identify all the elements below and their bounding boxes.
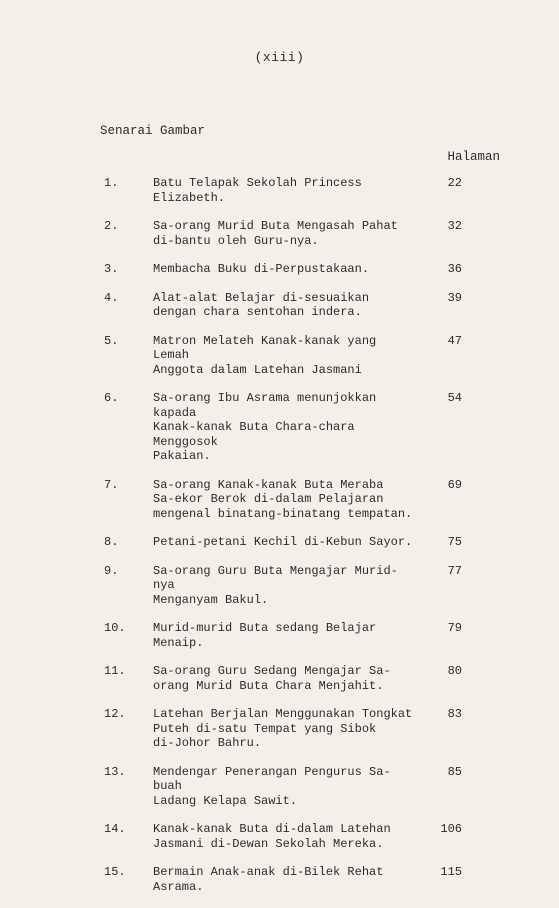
entry-caption: Murid-murid Buta sedang Belajar Menaip. bbox=[153, 621, 377, 650]
entry-page-number: 36 bbox=[447, 262, 462, 276]
list-item bbox=[0, 535, 559, 550]
entry-number: 10. bbox=[104, 621, 126, 635]
entry-caption: Sa-orang Murid Buta Mengasah Pahat di-bantu oleh Guru-nya. bbox=[153, 219, 398, 248]
entry-page-number: 32 bbox=[447, 219, 462, 233]
entry-number: 12. bbox=[104, 707, 126, 721]
entry-number: 5. bbox=[104, 333, 119, 348]
list-item bbox=[0, 822, 559, 851]
entry-caption: Batu Telapak Sekolah Princess Elizabeth. bbox=[153, 176, 362, 205]
entry-number: 3. bbox=[104, 262, 119, 276]
entry-number: 14. bbox=[104, 822, 126, 836]
entry-number: 9. bbox=[104, 563, 119, 578]
list-item bbox=[0, 478, 559, 522]
entry-page-number: 80 bbox=[447, 664, 462, 678]
list-item bbox=[0, 291, 559, 320]
entry-page-number: 22 bbox=[447, 176, 462, 190]
entry-page-number: 54 bbox=[447, 391, 462, 405]
list-title: Senarai Gambar bbox=[100, 124, 206, 138]
entry-caption: Membacha Buku di-Perpustakaan. bbox=[153, 262, 370, 276]
entry-page-number: 115 bbox=[440, 865, 462, 879]
entry-caption: Petani-petani Kechil di-Kebun Sayor. bbox=[153, 535, 413, 549]
entry-number: 6. bbox=[104, 391, 119, 405]
entry-number: 7. bbox=[104, 477, 119, 492]
list-item bbox=[0, 621, 559, 650]
entry-caption: Sa-orang Ibu Asrama menunjokkan kapada Kanak-kanak Buta Chara-chara Menggosok Pakaian. bbox=[153, 391, 377, 463]
entry-number: 8. bbox=[104, 535, 119, 549]
list-item bbox=[0, 664, 559, 693]
entry-page-number: 83 bbox=[447, 707, 462, 721]
list-item bbox=[0, 262, 559, 277]
list-item bbox=[0, 391, 559, 464]
page-number: (xiii) bbox=[254, 50, 305, 65]
entry-page-number: 39 bbox=[447, 290, 462, 305]
entry-page-number: 47 bbox=[447, 333, 462, 348]
entry-caption: Bermain Anak-anak di-Bilek Rehat Asrama. bbox=[153, 865, 384, 894]
entry-caption: Alat-alat Belajar di-sesuaikan dengan chara sentohan indera. bbox=[153, 290, 370, 319]
entry-page-number: 69 bbox=[447, 477, 462, 492]
entry-caption: Latehan Berjalan Menggunakan Tongkat Puteh di-satu Tempat yang Sibok di-Johor Bahru. bbox=[153, 707, 413, 750]
entry-caption: Mendengar Penerangan Pengurus Sa-buah Ladang Kelapa Sawit. bbox=[153, 764, 391, 808]
entry-number: 1. bbox=[104, 176, 119, 190]
page-column-header: Halaman bbox=[447, 150, 500, 164]
entry-page-number: 77 bbox=[447, 563, 462, 578]
entry-number: 2. bbox=[104, 219, 119, 233]
entry-caption: Sa-orang Guru Sedang Mengajar Sa- orang Murid Buta Chara Menjahit. bbox=[153, 664, 391, 693]
entry-caption: Kanak-kanak Buta di-dalam Latehan Jasmani di-Dewan Sekolah Mereka. bbox=[153, 822, 391, 851]
list-item bbox=[0, 334, 559, 378]
entry-page-number: 75 bbox=[447, 535, 462, 549]
list-item bbox=[0, 176, 559, 205]
entry-page-number: 106 bbox=[440, 822, 462, 836]
list-item bbox=[0, 707, 559, 751]
entry-page-number: 79 bbox=[447, 621, 462, 635]
entry-number: 15. bbox=[104, 865, 126, 879]
entry-number: 11. bbox=[104, 664, 126, 678]
entry-number: 4. bbox=[104, 290, 119, 305]
entry-caption: Matron Melateh Kanak-kanak yang Lemah Anggota dalam Latehan Jasmani bbox=[153, 333, 377, 377]
list-item bbox=[0, 765, 559, 809]
list-item bbox=[0, 865, 559, 894]
entry-caption: Sa-orang Kanak-kanak Buta Meraba Sa-ekor Berok di-dalam Pelajaran mengenal binatang-binatang tempatan. bbox=[153, 477, 413, 521]
figure-list bbox=[0, 176, 559, 908]
entry-page-number: 85 bbox=[447, 764, 462, 779]
list-item bbox=[0, 564, 559, 608]
list-item bbox=[0, 219, 559, 248]
entry-number: 13. bbox=[104, 764, 126, 779]
entry-caption: Sa-orang Guru Buta Mengajar Murid-nya Menganyam Bakul. bbox=[153, 563, 398, 607]
